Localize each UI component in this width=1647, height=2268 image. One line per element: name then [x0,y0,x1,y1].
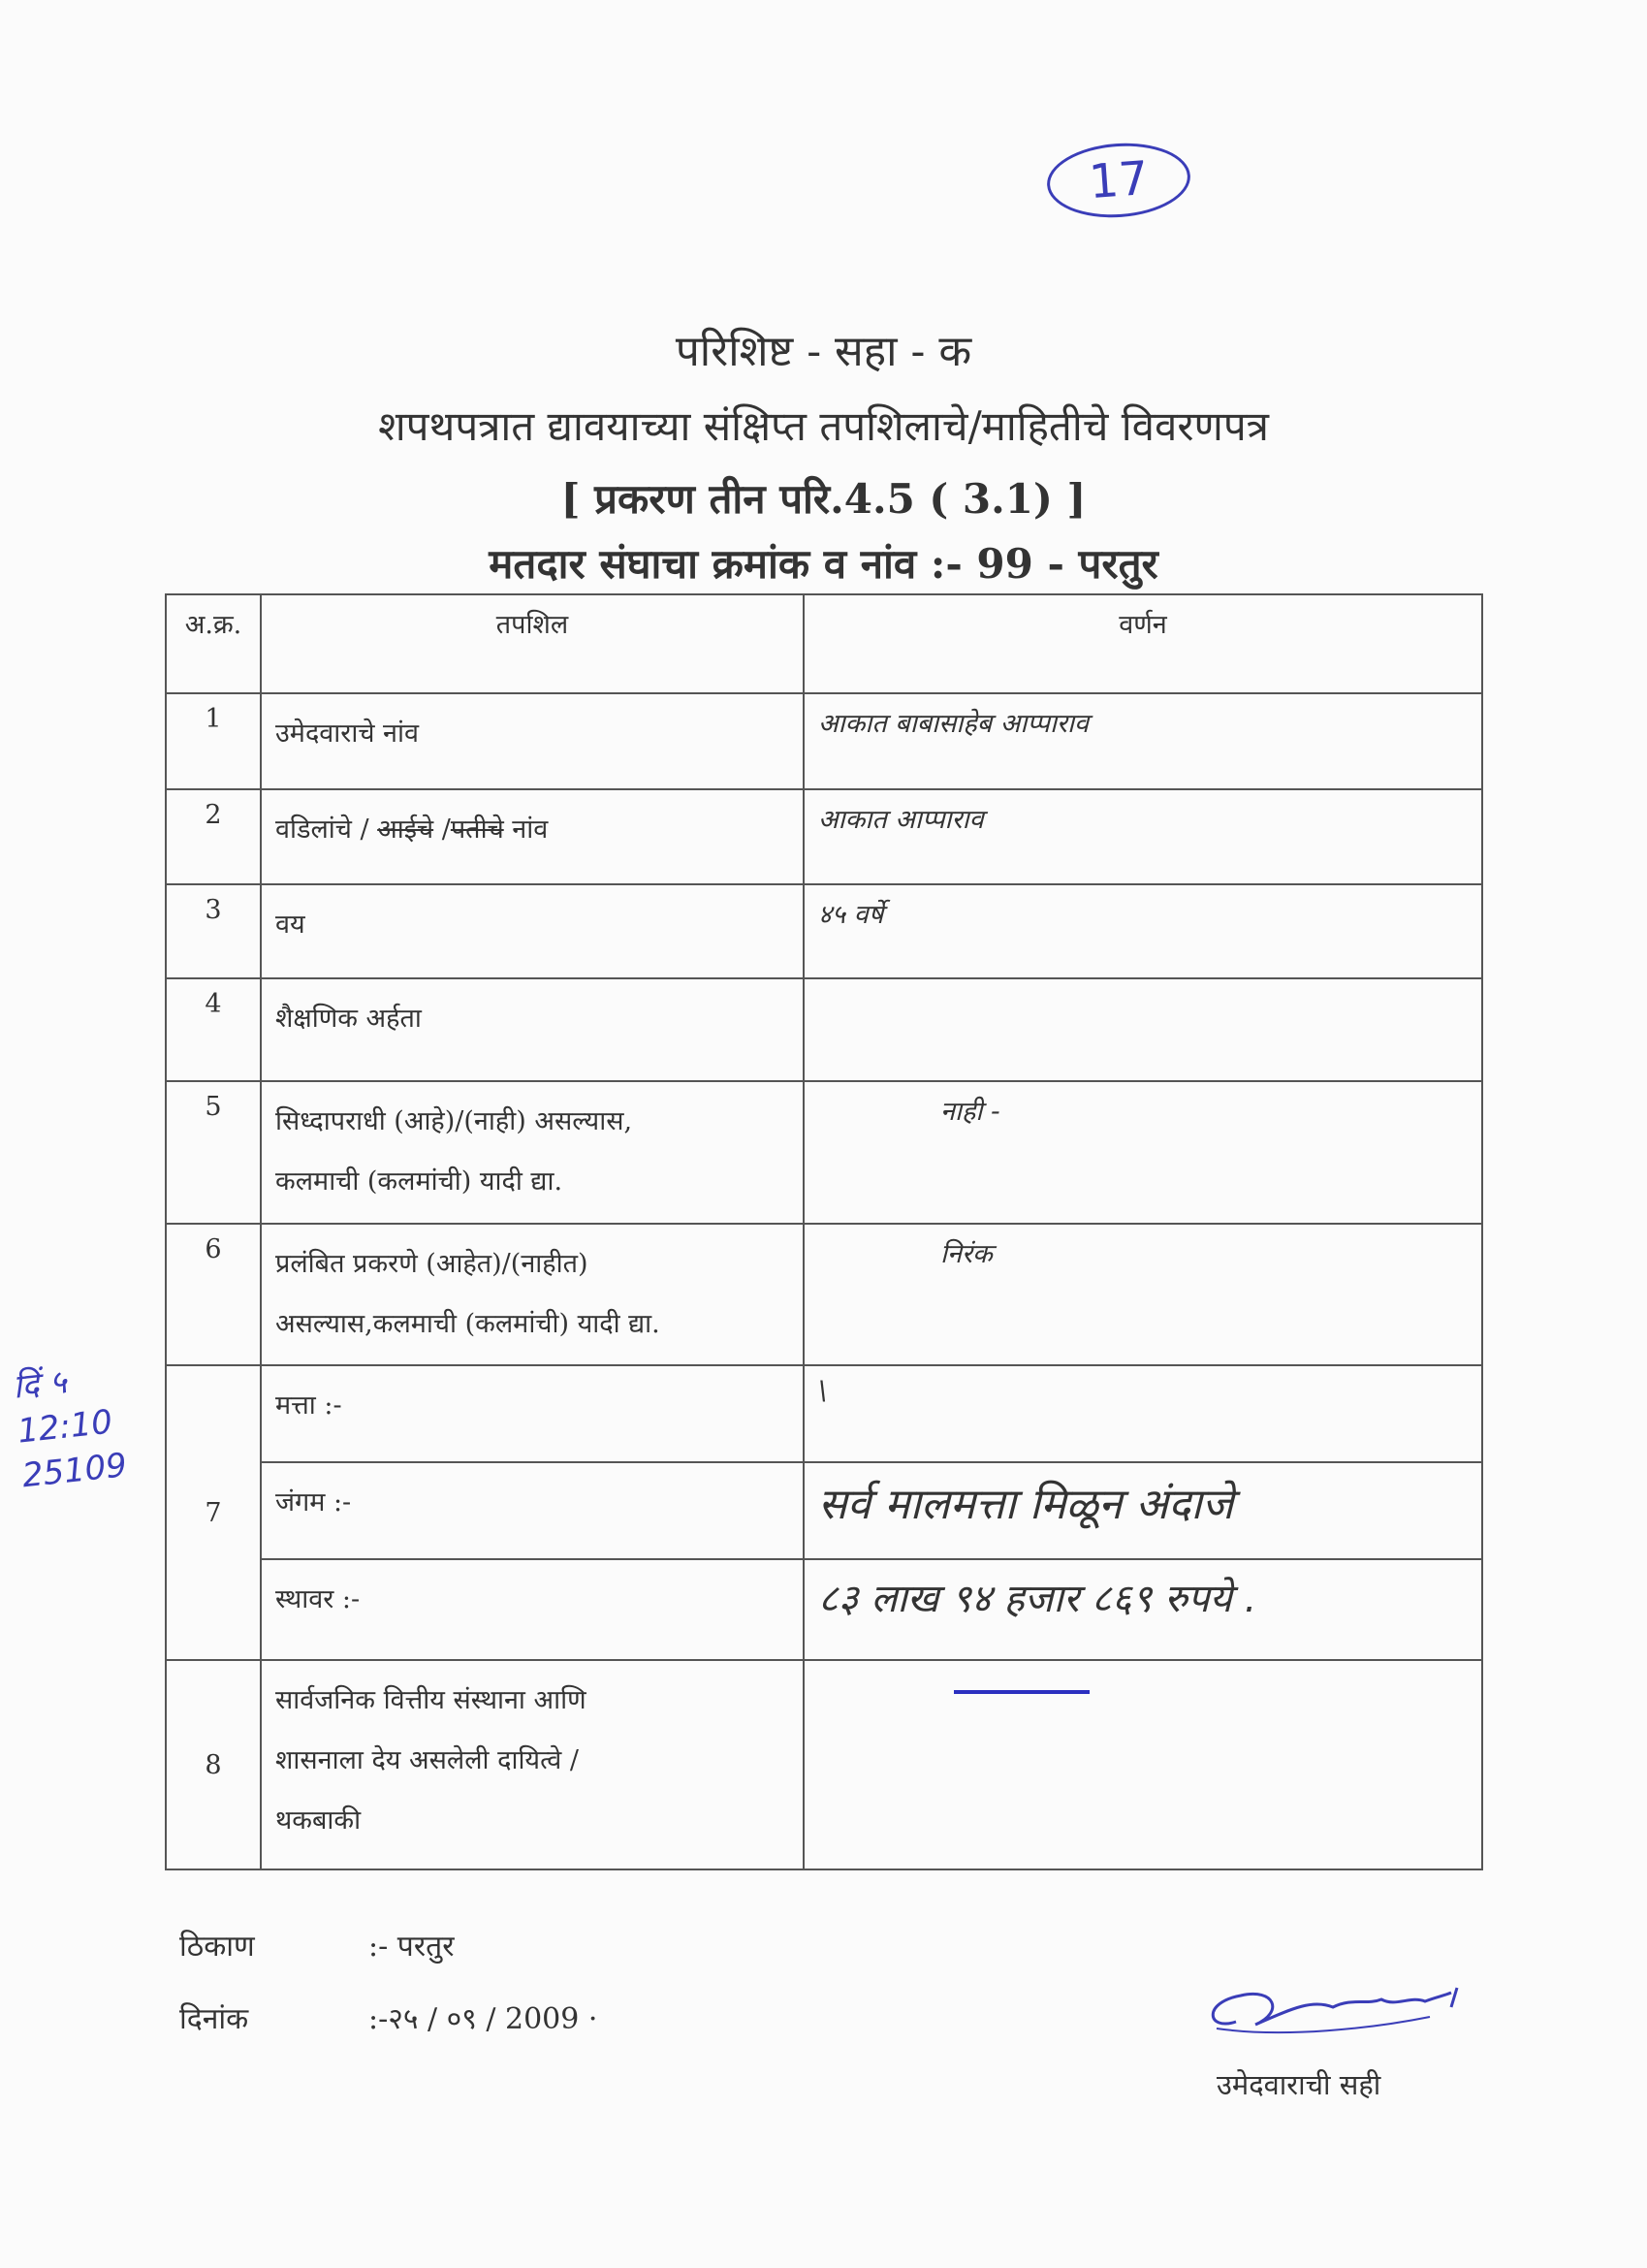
row-number: 3 [166,884,261,978]
row-value-pending-cases: निरंक [804,1224,1482,1365]
constituency-line: मतदार संघाचा क्रमांक व नांव :- 99 - परतुर [489,540,1158,588]
row-label: सार्वजनिक वित्तीय संस्थाना आणि शासनाला देय असलेली दायित्वे / थकबाकी [261,1660,804,1869]
row-number: 7 [166,1365,261,1660]
dash-mark [954,1690,1090,1694]
row-value-immovable: ८३ लाख ९४ हजार ८६९ रुपये . [804,1559,1482,1660]
row-number: 1 [166,693,261,789]
table-row [166,1660,1482,1869]
row-value-convictions: नाही - [804,1081,1482,1224]
place-label: ठिकाण [179,1930,255,1964]
row-value-movable: सर्व मालमत्ता मिळून अंदाजे [804,1462,1482,1559]
row-value-education [804,978,1482,1081]
table-row [166,1462,1482,1559]
row-value-father-name: आकात आप्पाराव [804,789,1482,884]
row-value-assets: \ [804,1365,1482,1462]
table-header-row [166,594,1482,693]
place-value: :- परतुर [368,1930,455,1964]
row-number: 6 [166,1224,261,1365]
date-label: दिनांक [179,2002,249,2036]
row-label: प्रलंबित प्रकरणे (आहेत)/(नाहीत) असल्यास,कलमाची (कलमांची) यादी द्या. [261,1224,804,1365]
table-row [166,789,1482,884]
struck-text: आईचे [377,815,434,845]
struck-text: पतीचे [450,815,504,845]
candidate-signature [1197,1978,1478,2046]
table-row [166,1081,1482,1224]
table-row [166,884,1482,978]
row-label-movable: जंगम :- [261,1462,804,1559]
margin-receipt-note: दिं ५ 12:10 25109 [11,1362,129,1496]
row-value-liabilities [804,1660,1482,1869]
row-label-immovable: स्थावर :- [261,1559,804,1660]
row-number: 5 [166,1081,261,1224]
table-row [166,1224,1482,1365]
chapter-reference: [ प्रकरण तीन परि.4.5 ( 3.1) ] [560,475,1087,523]
row-value-age: ४५ वर्षे [804,884,1482,978]
row-label: वडिलांचे / आईचे /पतीचे नांव [261,789,804,884]
row-label: सिध्दापराधी (आहे)/(नाही) असल्यास, कलमाची (कलमांची) यादी द्या. [261,1081,804,1224]
row-value-candidate-name: आकात बाबासाहेब आप्पाराव [804,693,1482,789]
row-number: 4 [166,978,261,1081]
appendix-title: परिशिष्ट - सहा - क [675,327,972,376]
row-label: वय [261,884,804,978]
table-row [166,1365,1482,1462]
row-number: 8 [166,1660,261,1869]
row-label: उमेदवाराचे नांव [261,693,804,789]
form-title: शपथपत्रात द्यावयाच्या संक्षिप्त तपशिलाचे/माहितीचे विवरणपत्र [378,402,1269,450]
date-value: :-२५ / ०९ / 2009 · [368,2002,598,2036]
row-label-assets: मत्ता :- [261,1365,804,1462]
column-header-details: तपशिल [261,594,804,693]
row-label: शैक्षणिक अर्हता [261,978,804,1081]
column-header-description: वर्णन [804,594,1482,693]
affidavit-summary-table [165,593,1483,1870]
table-row [166,978,1482,1081]
table-row [166,693,1482,789]
signature-label: उमेदवाराची सही [1217,2068,1381,2101]
column-header-serial: अ.क्र. [166,594,261,693]
page-number-stamp: 17 [1045,139,1193,222]
row-number: 2 [166,789,261,884]
table-row [166,1559,1482,1660]
